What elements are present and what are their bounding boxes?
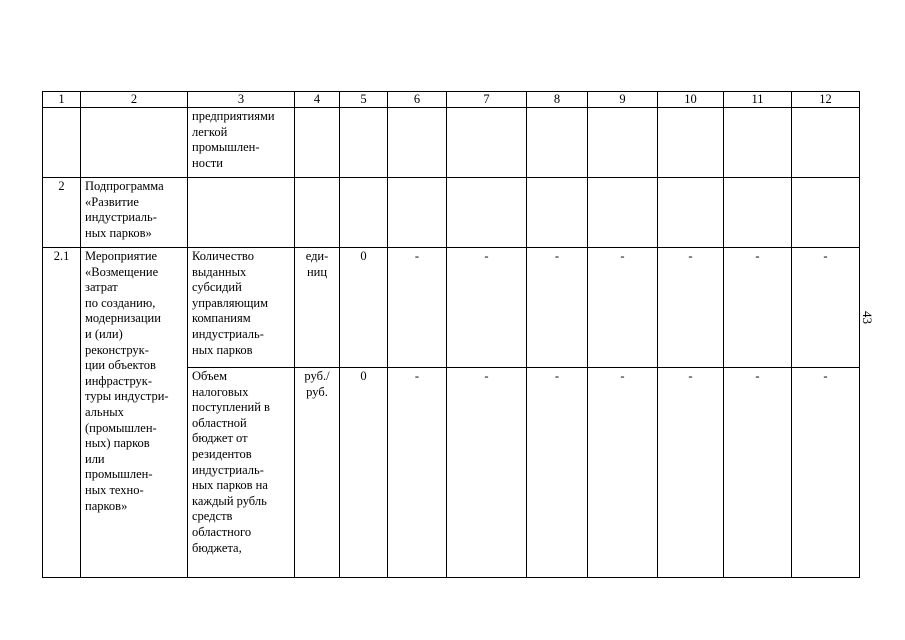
text-line: бюджета,: [192, 540, 242, 555]
unit-cell: [295, 368, 340, 578]
text-line: предприятиями: [192, 109, 275, 123]
text-line: налоговых: [192, 384, 249, 399]
text-line: областной: [192, 415, 247, 430]
table-cell: [388, 108, 447, 178]
text-line: туры индустри-: [85, 389, 169, 404]
text-line: легкой: [192, 124, 228, 139]
table-cell: [295, 108, 340, 178]
year-value: -: [724, 368, 792, 578]
year-value: -: [447, 368, 527, 578]
table-cell: [724, 178, 792, 248]
text-line: руб.: [306, 384, 328, 399]
text-line: Объем: [192, 369, 227, 383]
column-number-row: [43, 92, 860, 108]
table-cell: [81, 108, 188, 178]
text-line: резидентов: [192, 446, 252, 461]
unit-cell: [295, 248, 340, 368]
column-number: 12: [792, 92, 860, 108]
table-cell: [447, 108, 527, 178]
row-number: 2.1: [43, 248, 81, 578]
text-line: «Развитие: [85, 194, 139, 209]
year-value: -: [724, 248, 792, 368]
page-number: 43: [860, 311, 875, 324]
text-line: Подпрограмма: [85, 179, 164, 193]
table-cell: [295, 178, 340, 248]
text-line: парков»: [85, 498, 128, 513]
column-number: 10: [658, 92, 724, 108]
table-cell: [792, 108, 860, 178]
text-line: индустриаль-: [192, 326, 264, 341]
column-number: 1: [43, 92, 81, 108]
text-line: ниц: [306, 264, 328, 279]
indicator-text: [188, 248, 295, 368]
table-cell: [658, 108, 724, 178]
text-line: субсидий: [192, 280, 242, 295]
text-line: индустриаль-: [85, 210, 157, 225]
column-number: 5: [340, 92, 388, 108]
column-number: 4: [295, 92, 340, 108]
indicator-text: [188, 108, 295, 178]
year-value: -: [527, 248, 588, 368]
table-cell: [527, 178, 588, 248]
table-cell: [43, 108, 81, 178]
text-line: поступлений в: [192, 400, 270, 415]
year-value: -: [388, 248, 447, 368]
table-cell: [188, 178, 295, 248]
year-value: -: [588, 248, 658, 368]
text-line: компаниям: [192, 311, 251, 326]
column-number: 3: [188, 92, 295, 108]
base-value: 0: [340, 368, 388, 578]
text-line: «Возмещение: [85, 264, 159, 279]
table-row: [43, 108, 860, 178]
text-line: модернизации: [85, 311, 161, 326]
text-line: ных техно-: [85, 482, 144, 497]
table-cell: [658, 178, 724, 248]
table-cell: [588, 178, 658, 248]
table-cell: [527, 108, 588, 178]
column-number: 8: [527, 92, 588, 108]
table-row: [43, 178, 860, 248]
table-row: [43, 248, 860, 368]
text-line: управляющим: [192, 295, 269, 310]
year-value: -: [527, 368, 588, 578]
indicator-text: [188, 368, 295, 578]
year-value: -: [658, 248, 724, 368]
text-line: средств: [192, 509, 233, 524]
text-line: ных парков: [192, 342, 253, 357]
text-line: реконструк-: [85, 342, 149, 357]
text-line: ции объектов: [85, 358, 156, 373]
text-line: областного: [192, 524, 252, 539]
table-cell: [340, 108, 388, 178]
column-number: 6: [388, 92, 447, 108]
text-line: промышлен-: [192, 140, 260, 155]
text-line: и (или): [85, 326, 123, 341]
text-line: ных парков на: [192, 478, 268, 493]
text-line: Количество: [192, 249, 254, 263]
text-line: ности: [192, 155, 223, 170]
text-line: по созданию,: [85, 295, 156, 310]
text-line: (промышлен-: [85, 420, 157, 435]
column-number: 11: [724, 92, 792, 108]
text-line: инфраструк-: [85, 373, 153, 388]
column-number: 9: [588, 92, 658, 108]
text-line: выданных: [192, 264, 247, 279]
column-number: 2: [81, 92, 188, 108]
table-cell: [724, 108, 792, 178]
text-line: альных: [85, 404, 124, 419]
year-value: -: [388, 368, 447, 578]
year-value: -: [588, 368, 658, 578]
measure-name: [81, 248, 188, 578]
text-line: затрат: [85, 280, 118, 295]
text-line: ных парков»: [85, 225, 152, 240]
row-number: 2: [43, 178, 81, 248]
table-cell: [588, 108, 658, 178]
year-value: -: [447, 248, 527, 368]
text-line: промышлен-: [85, 467, 153, 482]
year-value: -: [792, 248, 860, 368]
text-line: или: [85, 451, 105, 466]
subprogram-name: [81, 178, 188, 248]
program-table: [42, 91, 860, 578]
text-line: каждый рубль: [192, 493, 267, 508]
table-cell: [792, 178, 860, 248]
text-line: Мероприятие: [85, 249, 158, 263]
text-line: руб./: [304, 369, 330, 383]
text-line: ных) парков: [85, 436, 150, 451]
text-line: бюджет от: [192, 431, 248, 446]
year-value: -: [658, 368, 724, 578]
column-number: 7: [447, 92, 527, 108]
base-value: 0: [340, 248, 388, 368]
year-value: -: [792, 368, 860, 578]
text-line: еди-: [305, 249, 329, 263]
table-cell: [388, 178, 447, 248]
table-cell: [340, 178, 388, 248]
table-cell: [447, 178, 527, 248]
text-line: индустриаль-: [192, 462, 264, 477]
